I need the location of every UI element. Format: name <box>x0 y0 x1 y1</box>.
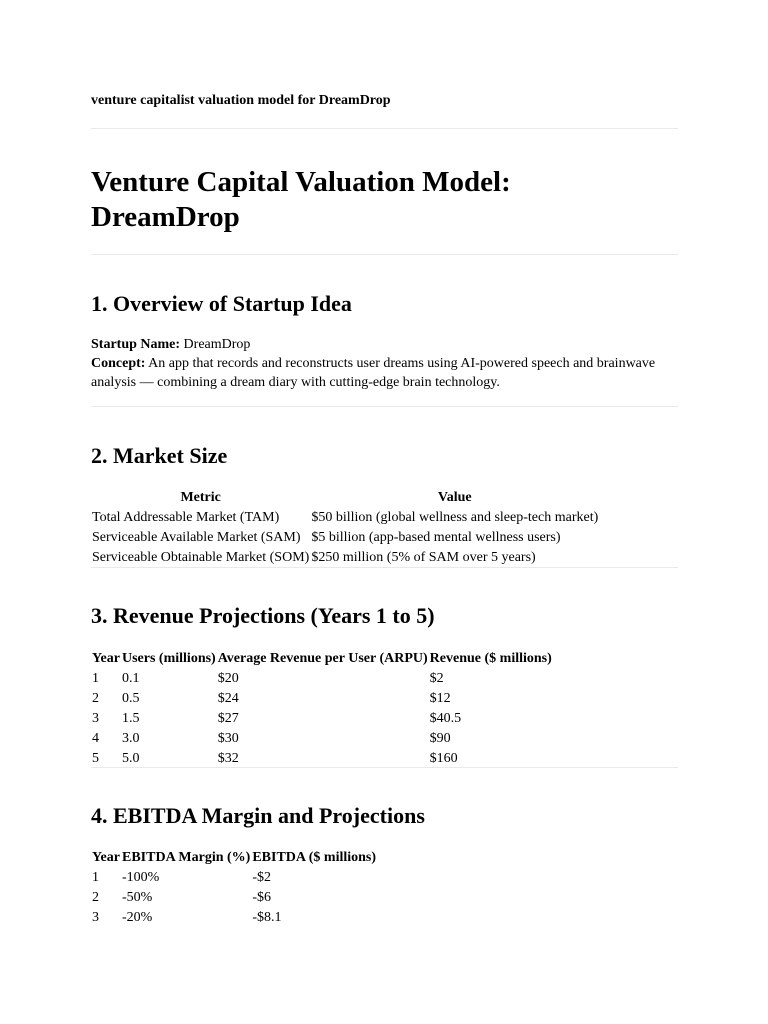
table-row <box>91 709 553 729</box>
table-cell: $5 billion (app-based mental wellness users) <box>311 530 561 545</box>
page-title-line-2: DreamDrop <box>91 201 240 233</box>
table-cell: Total Addressable Market (TAM) <box>92 510 280 525</box>
divider <box>91 128 678 129</box>
divider <box>91 406 678 407</box>
divider <box>91 567 678 568</box>
concept-value: An app that records and reconstructs user dreams using AI-powered speech and brainwave analysis — combining a dream diary with cutting-edge brain technology. <box>91 356 656 390</box>
table-cell: 5.0 <box>122 751 140 766</box>
startup-name-label: Startup Name: <box>91 337 181 352</box>
table-cell: 0.1 <box>122 671 140 686</box>
column-header: Value <box>437 490 472 505</box>
table-header-row <box>91 848 377 868</box>
table-cell: $12 <box>429 691 451 706</box>
column-header: Average Revenue per User (ARPU) <box>217 651 428 666</box>
table-header-row <box>91 488 599 508</box>
table-row <box>91 749 553 769</box>
concept-label: Concept: <box>91 356 146 371</box>
table-cell: $20 <box>217 671 239 686</box>
market-size-table <box>91 488 599 568</box>
divider <box>91 254 678 255</box>
table-cell: $40.5 <box>429 711 462 726</box>
table-cell: 3 <box>92 711 99 726</box>
table-cell: $2 <box>429 671 444 686</box>
table-row <box>91 689 553 709</box>
revenue-projections-table <box>91 649 553 769</box>
table-row <box>91 669 553 689</box>
table-cell: $160 <box>429 751 458 766</box>
table-cell: Serviceable Obtainable Market (SOM) <box>92 550 310 565</box>
table-cell: 1 <box>92 671 99 686</box>
page-title-line-1: Venture Capital Valuation Model: <box>91 166 511 198</box>
table-cell: $50 billion (global wellness and sleep-tech market) <box>311 510 599 525</box>
divider <box>91 767 678 768</box>
table-cell: $30 <box>217 731 239 746</box>
column-header: Year <box>92 850 120 865</box>
table-cell: $27 <box>217 711 239 726</box>
page-title <box>91 165 511 235</box>
table-row <box>91 528 599 548</box>
table-cell: Serviceable Available Market (SAM) <box>92 530 301 545</box>
section-heading-market-size: 2. Market Size <box>91 443 228 468</box>
table-cell: -100% <box>122 870 160 885</box>
table-cell: -$6 <box>252 890 272 905</box>
table-cell: 0.5 <box>122 691 140 706</box>
table-row <box>91 548 599 568</box>
ebitda-projections-table <box>91 848 377 928</box>
column-header: Revenue ($ millions) <box>429 651 552 666</box>
section-heading-revenue: 3. Revenue Projections (Years 1 to 5) <box>91 603 435 628</box>
table-cell: 3 <box>92 910 99 925</box>
startup-name-value: DreamDrop <box>183 337 251 352</box>
overview-block <box>91 335 678 392</box>
section-heading-overview: 1. Overview of Startup Idea <box>91 291 352 316</box>
table-cell: $250 million (5% of SAM over 5 years) <box>311 550 536 565</box>
table-row <box>91 868 377 888</box>
startup-name-line <box>91 335 678 354</box>
table-row <box>91 729 553 749</box>
table-cell: 2 <box>92 691 99 706</box>
table-cell: -$2 <box>252 870 272 885</box>
section-heading-ebitda: 4. EBITDA Margin and Projections <box>91 803 425 828</box>
table-cell: $90 <box>429 731 451 746</box>
table-cell: 3.0 <box>122 731 140 746</box>
document-header: venture capitalist valuation model for DreamDrop <box>91 93 391 108</box>
table-cell: $24 <box>217 691 239 706</box>
column-header: Users (millions) <box>122 651 216 666</box>
table-cell: 2 <box>92 890 99 905</box>
concept-line <box>91 354 678 392</box>
table-cell: -50% <box>122 890 153 905</box>
table-cell: -$8.1 <box>252 910 282 925</box>
table-cell: -20% <box>122 910 153 925</box>
table-cell: 1.5 <box>122 711 140 726</box>
column-header: Metric <box>180 490 221 505</box>
table-header-row <box>91 649 553 669</box>
table-row <box>91 908 377 928</box>
column-header: EBITDA Margin (%) <box>122 850 251 865</box>
column-header: Year <box>92 651 120 666</box>
table-row <box>91 888 377 908</box>
table-cell: 4 <box>92 731 99 746</box>
table-cell: 1 <box>92 870 99 885</box>
table-row <box>91 508 599 528</box>
table-cell: 5 <box>92 751 99 766</box>
table-cell: $32 <box>217 751 239 766</box>
column-header: EBITDA ($ millions) <box>252 850 377 865</box>
